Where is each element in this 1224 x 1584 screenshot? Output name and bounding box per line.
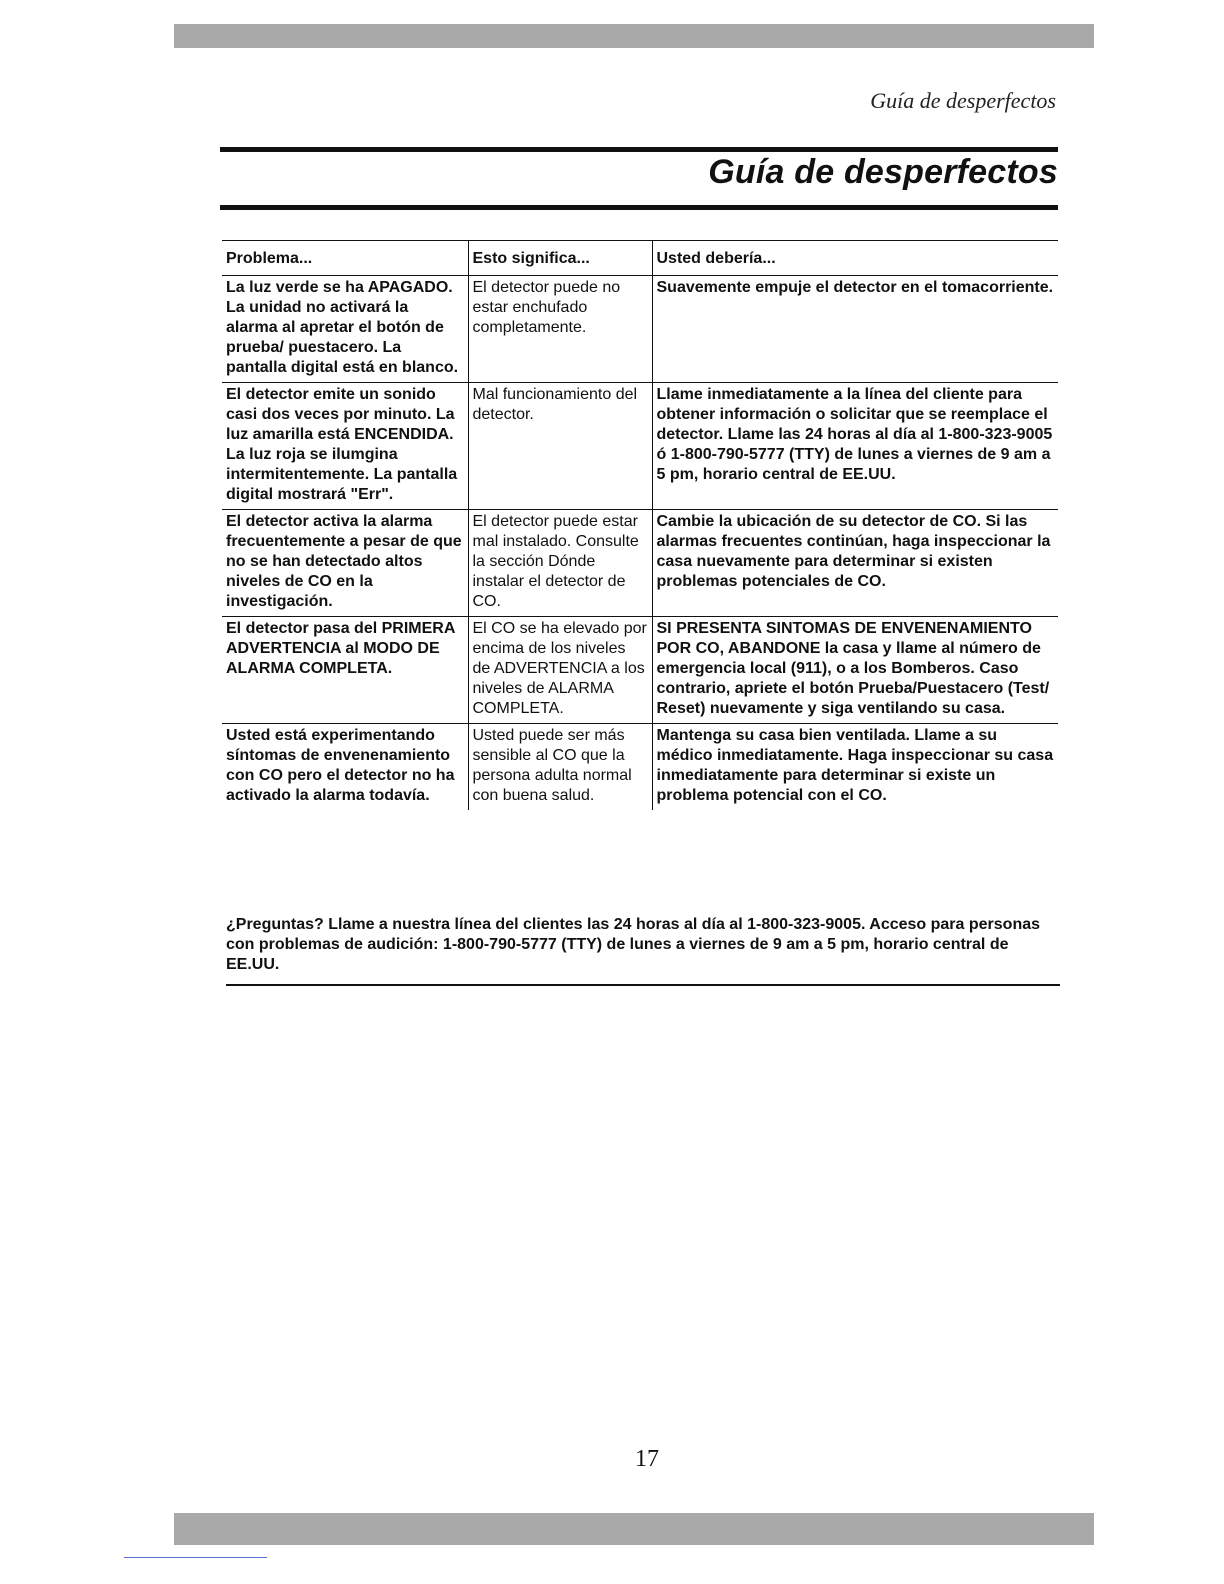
troubleshooting-table [222,240,1058,810]
top-decorative-band [174,24,1094,48]
action-cell: Suavemente empuje el detector en el tomacorriente. [652,276,1058,383]
action-cell: Cambie la ubicación de su detector de CO. Si las alarmas frecuentes continúan, haga inspeccionar la casa nuevamente para determinar si existen problemas potenciales de CO. [652,510,1058,617]
meaning-cell: El CO se ha elevado por encima de los niveles de ADVERTENCIA a los niveles de ALARMA COMPLETA. [468,617,652,724]
meaning-cell: Mal funcionamiento del detector. [468,383,652,510]
table-row [222,510,1058,617]
problem-cell: La luz verde se ha APAGADO. La unidad no activará la alarma al apretar el botón de prueba/ puestacero. La pantalla digital está en blanco. [222,276,468,383]
bottom-decorative-band [174,1513,1094,1545]
action-cell: SI PRESENTA SINTOMAS DE ENVENENAMIENTO POR CO, ABANDONE la casa y llame al número de emergencia local (911), o a los Bomberos. Caso contrario, apriete el botón Prueba/Puestacero (Test/ Reset) nuevamente y siga ventilando su casa. [652,617,1058,724]
action-cell: Mantenga su casa bien ventilada. Llame a su médico inmediatamente. Haga inspeccionar su casa inmediatamente para determinar si existe un problema potencial con el CO. [652,724,1058,811]
problem-cell: El detector pasa del PRIMERA ADVERTENCIA al MODO DE ALARMA COMPLETA. [222,617,468,724]
page-number: 17 [635,1446,659,1472]
problem-cell: El detector activa la alarma frecuentemente a pesar de que no se han detectado altos niveles de CO en la investigación. [222,510,468,617]
column-header-meaning: Esto significa... [468,241,652,276]
column-header-action: Usted debería... [652,241,1058,276]
customer-service-note: ¿Preguntas? Llame a nuestra línea del clientes las 24 horas al día al 1-800-323-9005. Acceso para personas con problemas de audición: 1-800-790-5777 (TTY) de lunes a viernes de 9 am a 5 pm, horario central de EE.UU. [226,916,1041,973]
problem-cell: Usted está experimentando síntomas de envenenamiento con CO pero el detector no ha activado la alarma todavía. [222,724,468,811]
problem-cell: El detector emite un sonido casi dos veces por minuto. La luz amarilla está ENCENDIDA. La luz roja se ilumgina intermitentemente. La pantalla digital mostrará "Err". [222,383,468,510]
meaning-cell: El detector puede estar mal instalado. Consulte la sección Dónde instalar el detector de CO. [468,510,652,617]
footer-rule [226,984,1060,986]
action-cell: Llame inmediatamente a la línea del cliente para obtener información o solicitar que se reemplace el detector. Llame las 24 horas al día al 1-800-323-9005 ó 1-800-790-5777 (TTY) de lunes a viernes de 9 am a 5 pm, horario central de EE.UU. [652,383,1058,510]
bottom-link-underline [124,1557,267,1558]
meaning-cell: El detector puede no estar enchufado completamente. [468,276,652,383]
table-header-row [222,241,1058,276]
table-row [222,617,1058,724]
meaning-cell: Usted puede ser más sensible al CO que la persona adulta normal con buena salud. [468,724,652,811]
table-row [222,724,1058,811]
table-row [222,383,1058,510]
title-rule-top [220,147,1058,152]
running-header: Guía de desperfectos [870,88,1056,113]
section-title: Guía de desperfectos [708,153,1058,191]
title-rule-bottom [220,205,1058,210]
column-header-problem: Problema... [222,241,468,276]
table-row [222,276,1058,383]
